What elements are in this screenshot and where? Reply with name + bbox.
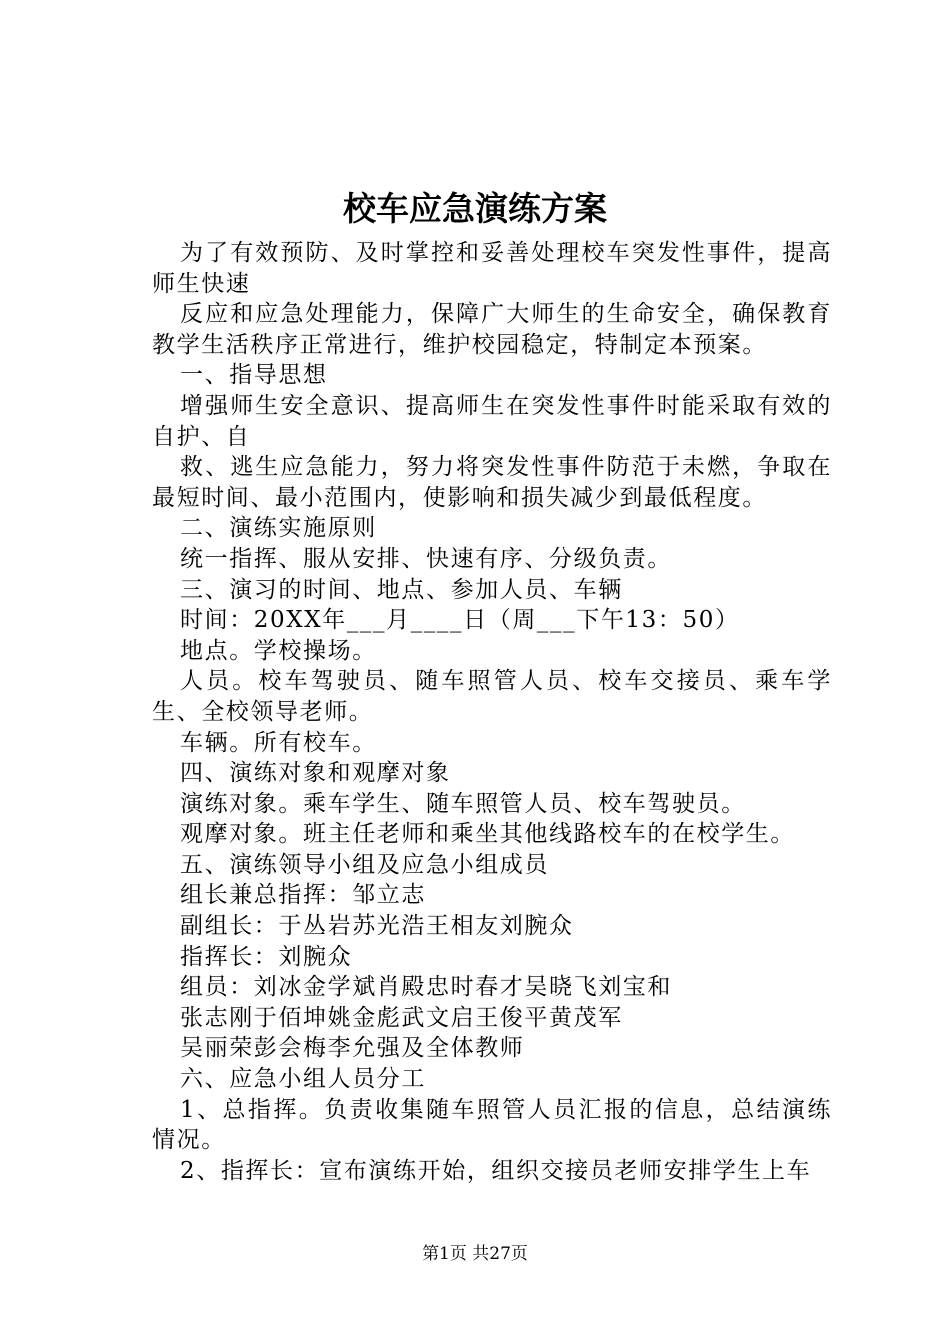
paragraph: 为了有效预防、及时掌控和妥善处理校车突发性事件，提高师生快速: [152, 240, 832, 297]
paragraph: 增强师生安全意识、提高师生在突发性事件时能采取有效的自护、自: [152, 392, 832, 450]
paragraph: 1、总指挥。负责收集随车照管人员汇报的信息，总结演练情况。: [152, 1096, 832, 1154]
paragraph: 吴丽荣彭会梅李允强及全体教师: [180, 1035, 525, 1062]
section-heading: 三、演习的时间、地点、参加人员、车辆: [180, 576, 623, 603]
page-number: 第1页 共27页: [422, 1244, 528, 1264]
paragraph: 组长兼总指挥：邹立志: [180, 882, 426, 909]
section-heading: 二、演练实施原则: [180, 515, 377, 542]
paragraph: 观摩对象。班主任老师和乘坐其他线路校车的在校学生。: [180, 821, 795, 848]
paragraph: 反应和应急处理能力，保障广大师生的生命安全，确保教育教学生活秩序正常进行，维护校园稳定，特制定本预案。: [152, 301, 832, 358]
section-heading: 一、指导思想: [180, 362, 328, 389]
paragraph: 指挥长：刘腕众: [180, 943, 353, 970]
paragraph: 2、指挥长：宣布演练开始，组织交接员老师安排学生上车: [180, 1157, 812, 1184]
paragraph: 救、逃生应急能力，努力将突发性事件防范于未燃，争取在最短时间、最小范围内，使影响和损失减少到最低程度。: [152, 454, 832, 511]
paragraph: 组员：刘冰金学斌肖殿忠时春才吴晓飞刘宝和: [180, 974, 672, 1001]
paragraph: 车辆。所有校车。: [180, 729, 377, 756]
paragraph: 副组长：于丛岩苏光浩王相友刘腕众: [180, 913, 574, 940]
paragraph: 张志刚于佰坤姚金彪武文启王俊平黄茂军: [180, 1004, 623, 1031]
document-title: 校车应急演练方案: [343, 189, 607, 228]
paragraph: 地点。学校操场。: [180, 637, 377, 664]
paragraph: 演练对象。乘车学生、随车照管人员、校车驾驶员。: [180, 790, 746, 817]
paragraph: 统一指挥、服从安排、快速有序、分级负责。: [180, 545, 672, 572]
section-heading: 四、演练对象和观摩对象: [180, 760, 451, 787]
section-heading: 六、应急小组人员分工: [180, 1066, 426, 1093]
document-body: [152, 238, 832, 1186]
paragraph: 人员。校车驾驶员、随车照管人员、校车交接员、乘车学生、全校领导老师。: [152, 668, 832, 725]
paragraph: 时间：20XX年___月____日（周___下午13：50）: [180, 607, 740, 634]
section-heading: 五、演练领导小组及应急小组成员: [180, 851, 549, 878]
